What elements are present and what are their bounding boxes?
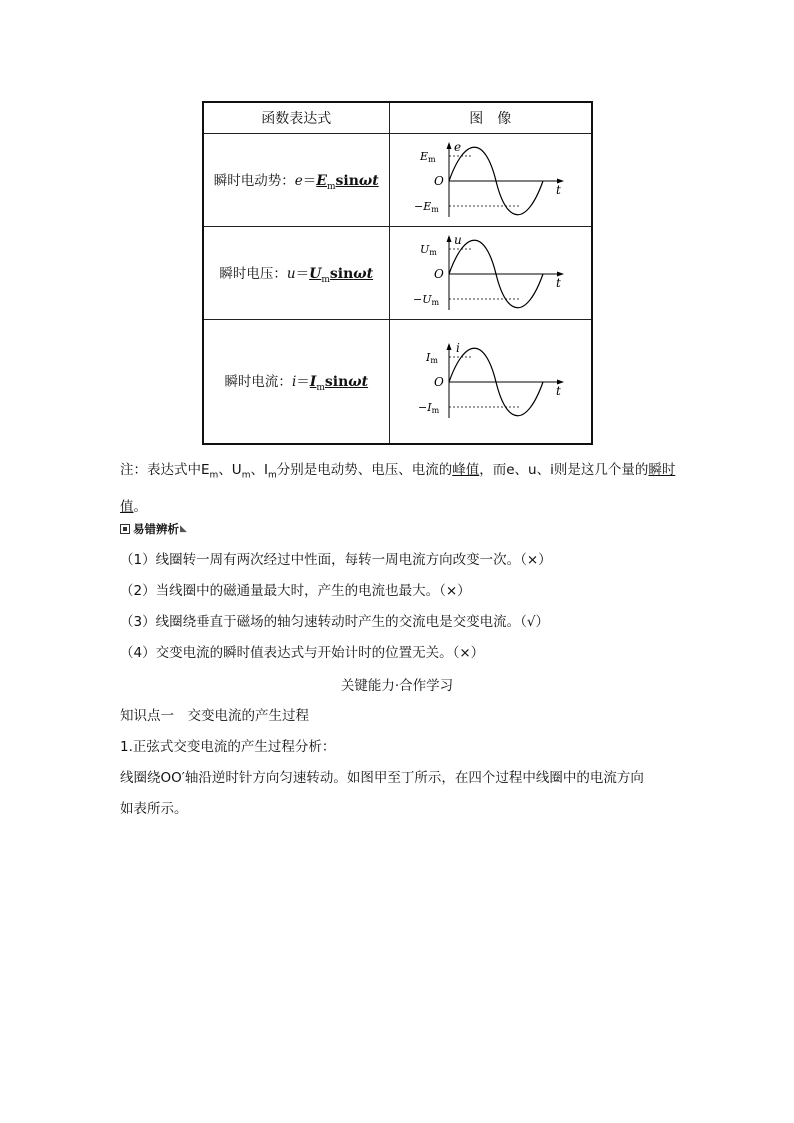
axis-label-y: i bbox=[456, 342, 461, 356]
axis-label-x: t bbox=[556, 183, 562, 197]
expr-formula: $E_m\sin\omega t$ bbox=[316, 172, 379, 192]
sine-graph-current bbox=[410, 342, 570, 420]
expr-var: u bbox=[286, 265, 296, 282]
sine-graph-emf bbox=[410, 141, 570, 219]
expr-eq: ＝ bbox=[295, 265, 310, 282]
expr-label: 瞬时电动势： bbox=[213, 172, 295, 189]
expr-eq: ＝ bbox=[296, 373, 310, 390]
table-row-voltage bbox=[203, 227, 592, 320]
expr-formula: $U_m\sin\omega t$ bbox=[309, 265, 374, 285]
expr-label: 瞬时电流： bbox=[224, 373, 292, 390]
axis-label-y: u bbox=[454, 234, 462, 247]
body-line-1: 线圈绕OO′轴沿逆时针方向匀速转动。如图甲至丁所示，在四个过程中线圈中的电流方向 bbox=[120, 770, 644, 786]
origin-label: O bbox=[434, 267, 445, 281]
badge-corner-icon: ◣ bbox=[180, 524, 187, 534]
graph-cell-current bbox=[389, 320, 592, 444]
peak-label: Im bbox=[426, 351, 439, 366]
peak-label: Um bbox=[420, 243, 438, 257]
statement-1: （1）线圈转一周有两次经过中性面，每转一周电流方向改变一次。（×） bbox=[120, 552, 552, 568]
table-row-current bbox=[203, 320, 592, 444]
axis-label-x: t bbox=[556, 276, 562, 290]
trough-label: −Um bbox=[413, 293, 440, 307]
expr-emf bbox=[203, 134, 389, 227]
table-header-row bbox=[203, 102, 592, 134]
statement-3: （3）线圈绕垂直于磁场的轴匀速转动时产生的交流电是交变电流。（√） bbox=[120, 614, 549, 630]
expr-formula: $I_m\sin\omega t$ bbox=[309, 373, 369, 393]
expr-var: e bbox=[294, 172, 303, 189]
formula-table bbox=[202, 101, 593, 445]
peak-label: Em bbox=[420, 150, 436, 164]
badge-square-icon bbox=[120, 524, 130, 534]
graph-cell-voltage bbox=[389, 227, 592, 320]
graph-cell-emf bbox=[389, 134, 592, 227]
expr-var: i bbox=[291, 373, 297, 390]
section-title: 关键能力·合作学习 bbox=[340, 678, 454, 694]
statement-4: （4）交变电流的瞬时值表达式与开始计时的位置无关。（×） bbox=[120, 645, 485, 661]
sine-graph-voltage bbox=[410, 234, 570, 312]
expr-current bbox=[203, 320, 389, 444]
knowledge-point-heading: 知识点一 交变电流的产生过程 bbox=[120, 708, 309, 724]
header-expression: 函数表达式 bbox=[203, 102, 389, 134]
axis-label-x: t bbox=[556, 384, 562, 399]
header-graph: 图 像 bbox=[389, 102, 592, 134]
expr-voltage bbox=[203, 227, 389, 320]
subheading: 1.正弦式交变电流的产生过程分析： bbox=[120, 739, 336, 755]
expr-label: 瞬时电压： bbox=[219, 265, 287, 282]
origin-label: O bbox=[434, 174, 445, 188]
table-note: 注：表达式中$E_m$、$U_m$、$I_m$分别是电动势、电压、电流的峰值，而e、u、i则是这几个量的瞬时值。 bbox=[120, 462, 676, 515]
statement-2: （2）当线圈中的磁通量最大时，产生的电流也最大。（×） bbox=[120, 583, 471, 599]
badge-label: 易错辨析 bbox=[133, 522, 179, 536]
trough-label: −Em bbox=[414, 200, 440, 214]
trough-label: −Im bbox=[418, 401, 440, 416]
body-line-2: 如表所示。 bbox=[120, 801, 188, 817]
error-analysis-badge bbox=[120, 521, 187, 537]
table-row-emf bbox=[203, 134, 592, 227]
origin-label: O bbox=[434, 375, 445, 390]
expr-eq: ＝ bbox=[302, 172, 317, 189]
peak-value-term: 峰值 bbox=[452, 462, 480, 478]
axis-label-y: e bbox=[454, 141, 462, 154]
instant-value-term: 瞬时值 bbox=[120, 462, 676, 515]
